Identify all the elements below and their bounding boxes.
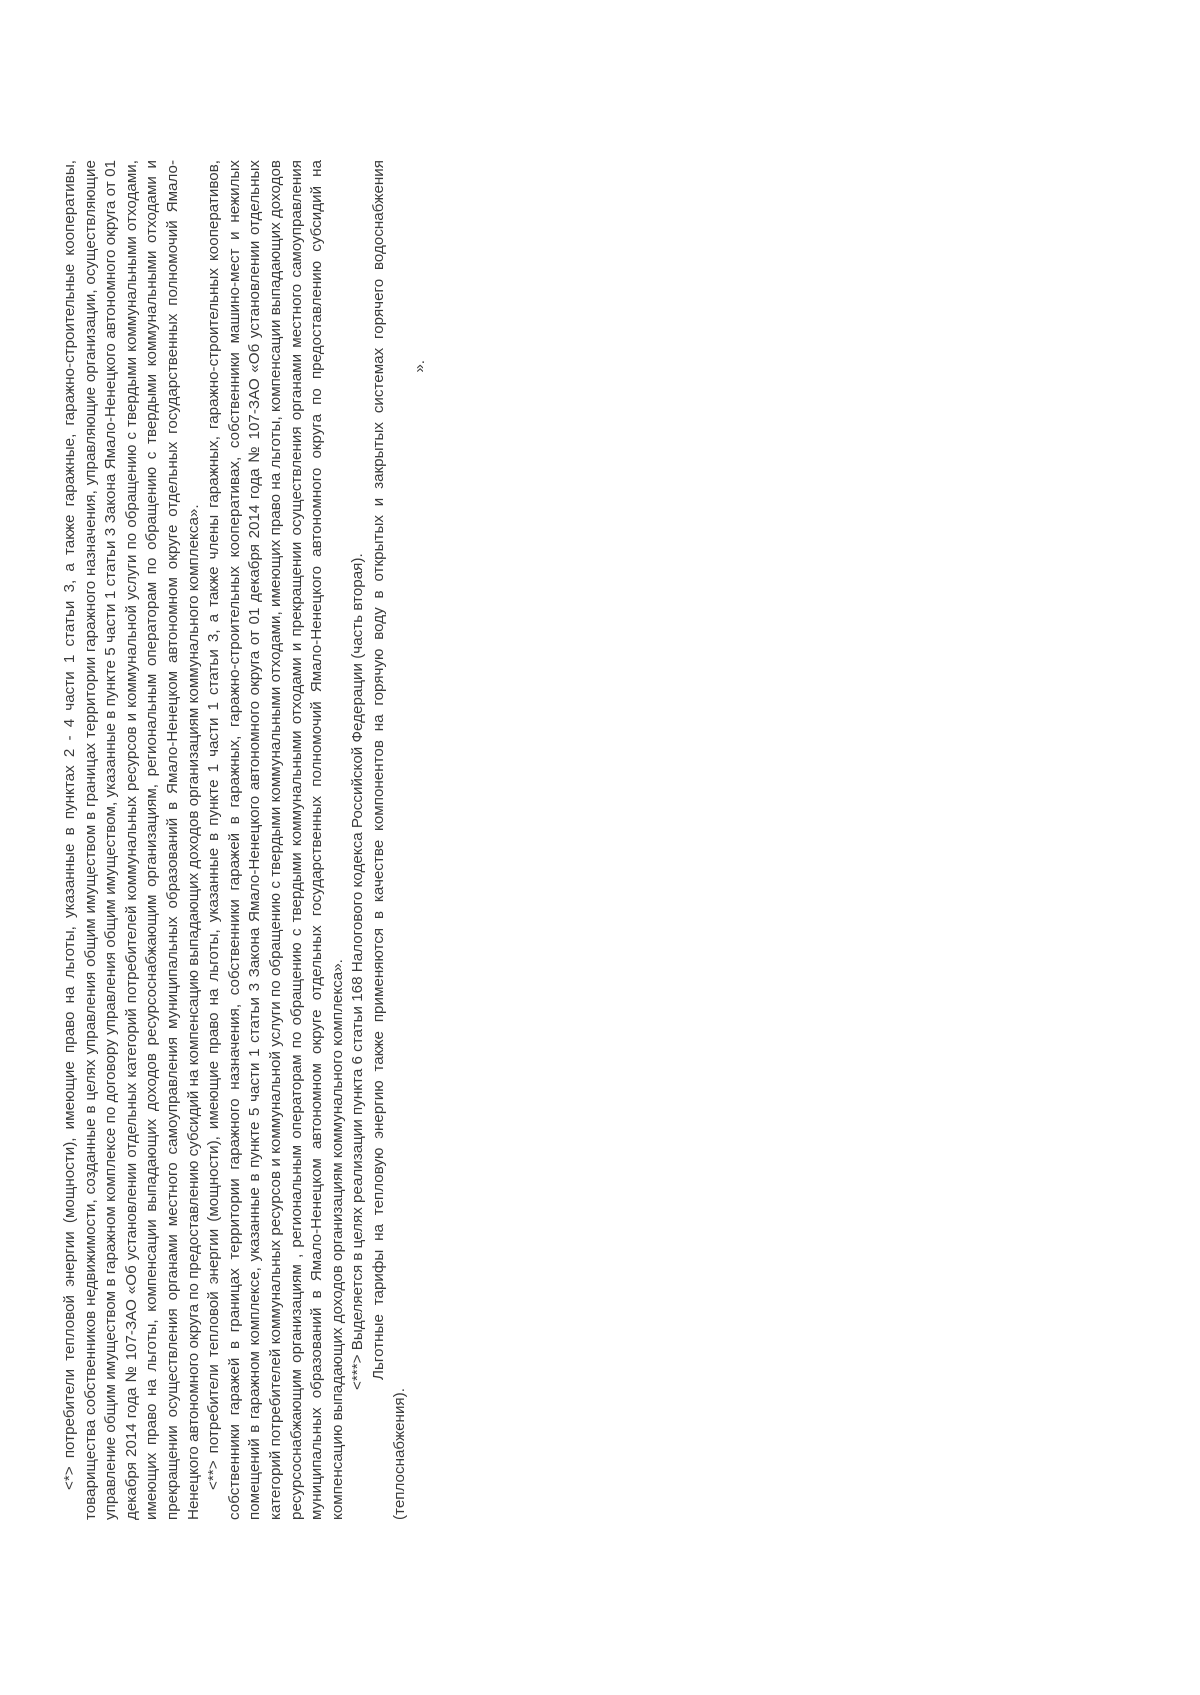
closing-quote-mark: ». — [411, 360, 429, 373]
rotated-text-block — [60, 160, 500, 1520]
footnote-double-asterisk: <**> потребители тепловой энергии (мощности), имеющие право на льготы, указанные в пункте 1 части 1 статьи 3, а также члены гаражных, гаражно-строительных кооперативов, собственники гаражей в границах территории гаражного назначения, собственники гаражей в гаражных, гаражно-строительных кооперативах, собственники машино-мест и нежилых помещений в гаражном комплексе, указанные в пункте 5 части 1 статьи 3 Закона Ямало-Ненецкого автономного округа от 01 декабря 2014 года № 107-ЗАО «Об установлении отдельных категорий потребителей коммунальных ресурсов и коммунальной услуги по обращению с твердыми коммунальными отходами, имеющих право на льготы, компенсации выпадающих доходов ресурсоснабжающим организациям , региональным операторам по обращению с твердыми коммунальными отходами и прекращении осуществления органами местного самоуправления муниципальных образований в Ямало-Ненецком автономном округе отдельных государственных полномочий Ямало-Ненецкого автономного округа по предоставлению субсидий на компенсацию выпадающих доходов организациям коммунального комплекса». — [205, 160, 346, 1520]
closing-paragraph: Льготные тарифы на тепловую энергию также применяются в качестве компонентов на горячую воду в открытых и закрытых системах горячего водоснабжения (теплоснабжения). — [369, 160, 408, 1520]
footnote-single-asterisk: <*> потребители тепловой энергии (мощности), имеющие право на льготы, указанные в пунктах 2 - 4 части 1 статьи 3, а также гаражные, гаражно-строительные кооперативы, товарищества собственников недвижимости, созданные в целях управления общим имуществом в границах территории гаражного назначения, управляющие организации, осуществляющие управление общим имуществом в гаражном комплексе по договору управления общим имуществом, указанные в пункте 5 части 1 статьи 3 Закона Ямало-Ненецкого автономного округа от 01 декабря 2014 года № 107-ЗАО «Об установлении отдельных категорий потребителей коммунальных ресурсов и коммунальной услуги по обращению с твердыми коммунальными отходами, имеющих право на льготы, компенсации выпадающих доходов ресурсоснабжающим организациям, региональным операторам по обращению с твердыми коммунальными отходами и прекращении осуществления органами местного самоуправления муниципальных образований в Ямало-Ненецком автономном округе отдельных государственных полномочий Ямало-Ненецкого автономного округа по предоставлению субсидий на компенсацию выпадающих доходов организациям коммунального комплекса». — [61, 160, 202, 1520]
footnote-triple-asterisk: <***> Выделяется в целях реализации пункта 6 статьи 168 Налогового кодекса Российской Федерации (часть вторая). — [349, 553, 367, 1390]
